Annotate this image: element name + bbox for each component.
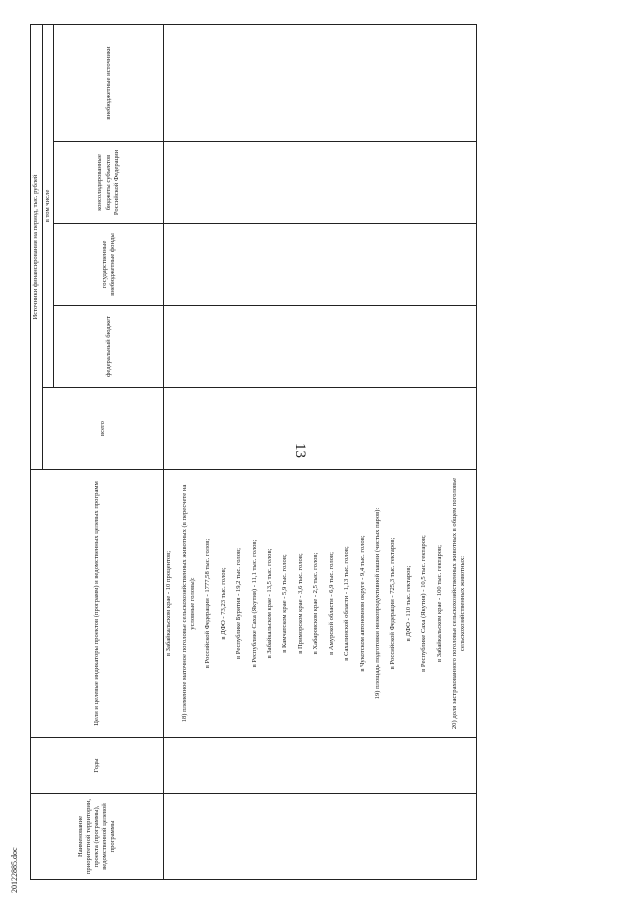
body-total-cell xyxy=(164,388,476,470)
body-regional-cell xyxy=(164,142,476,224)
indicator-entry: 18) племенное маточное поголовье сельскохозяйственных животных (в пересчете на условные головы): xyxy=(180,484,196,723)
header-years: Годы xyxy=(31,738,164,794)
header-subgroup: в том числе xyxy=(43,24,54,387)
header-extra: внебюджетные источники xyxy=(54,24,164,141)
indicator-entry: в Приморском крае - 3,6 тыс. голов; xyxy=(296,553,304,654)
body-federal-cell xyxy=(164,306,476,388)
indicator-entry: 20) доля застрахованного поголовья сельскохозяйственных животных в общем поголовье сельскохозяйственных животных: xyxy=(451,477,467,730)
indicator-entry: в Камчатском крае - 5,9 тыс. голов; xyxy=(281,554,289,653)
indicator-entry: в Забайкальском крае - 13,5 тыс. голов; xyxy=(266,548,273,659)
header-goals: Цели и целевые индикаторы проектов (программ) и ведомственных целевых программ xyxy=(31,470,164,738)
indicator-entry: в Республике Бурятия - 19,2 тыс. голов; xyxy=(235,548,243,659)
indicator-entry: 19) площадь подготовки низкопродуктивной пашни (чистых паров): xyxy=(373,507,381,700)
header-federal: федеральный бюджет xyxy=(54,306,164,388)
indicator-entry: в Республике Саха (Якутия) - 11,1 тыс. голов; xyxy=(250,539,258,668)
page-number: 13 xyxy=(292,443,308,458)
body-extra-cell xyxy=(164,24,476,141)
indicator-entry: в Чукотском автономном округе - 9,4 тыс. голов; xyxy=(358,535,366,672)
indicator-entry: в ДФО - 73,23 тыс. голов; xyxy=(219,567,227,640)
indicator-entries xyxy=(165,472,467,735)
rotated-table-area xyxy=(30,25,467,880)
indicator-entry: в Амурской области - 6,9 тыс. голов; xyxy=(327,552,335,655)
header-regional: консолидированные бюджеты субъектов Российской Федерации xyxy=(54,142,164,224)
header-state-funds: государственные внебюджетные фонды xyxy=(54,224,164,306)
indicator-entry: в Сахалинской области - 1,13 тыс. голов; xyxy=(343,546,351,661)
indicator-entry: в ДФО - 110 тыс. гектаров; xyxy=(404,565,412,642)
indicator-entry: в Российской Федерации - 1777,58 тыс. голов; xyxy=(204,538,212,669)
indicator-entry: в Республике Саха (Якутия) - 10,5 тыс. гектаров; xyxy=(420,535,428,672)
indicator-entry: в Забайкальском крае - 100 тыс. гектаров; xyxy=(435,545,443,662)
financing-table xyxy=(30,24,477,880)
indicator-entry: в Забайкальском крае - 10 процентов; xyxy=(165,550,173,657)
footer-file-code: 20122885.doc xyxy=(10,847,19,893)
indicator-entry: в Российской Федерации - 725,3 тыс. гектаров; xyxy=(389,537,397,670)
body-goals-cell xyxy=(164,470,476,738)
header-total: всего xyxy=(43,388,164,470)
indicator-entry: в Хабаровском крае - 2,5 тыс. голов; xyxy=(312,552,320,655)
body-years-cell xyxy=(164,738,476,794)
body-name-cell xyxy=(164,794,476,880)
header-name: Наименование приоритетной территории, проекта (программы), ведомственной целевой программы xyxy=(31,794,164,880)
body-state-funds-cell xyxy=(164,224,476,306)
header-financing-group: Источники финансирования на период, тыс. рублей xyxy=(31,24,43,469)
